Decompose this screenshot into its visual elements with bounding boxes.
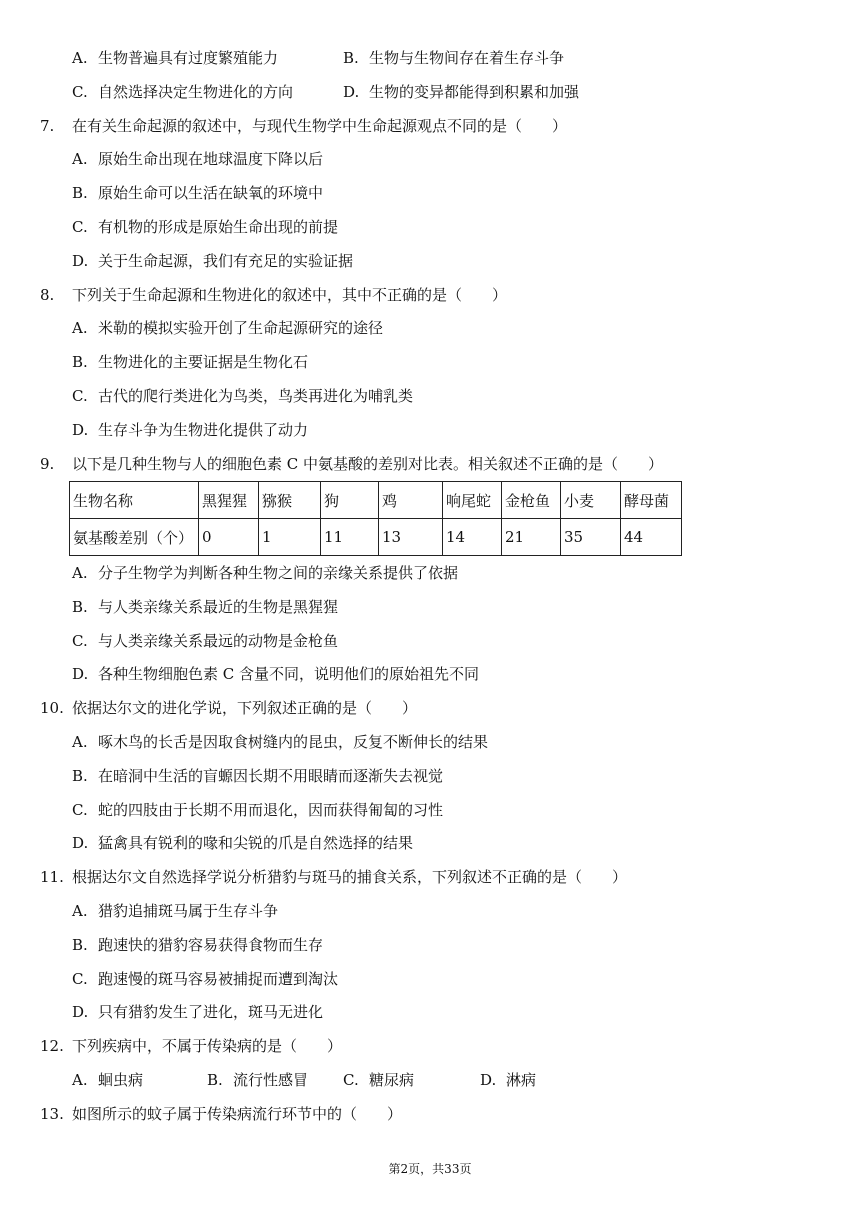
table-cell: 小麦 (561, 482, 621, 519)
table-cell: 44 (621, 519, 682, 556)
table-cell: 鸡 (379, 482, 443, 519)
q6-option-b: B. 生物与生物间存在着生存斗争 (343, 49, 565, 67)
q12-option-b: B. 流行性感冒 (207, 1071, 309, 1089)
page-footer: 第2页，共33页 (388, 1162, 472, 1176)
table-cell: 0 (199, 519, 259, 556)
table-cell: 狗 (321, 482, 379, 519)
q6-option-c: C. 自然选择决定生物进化的方向 (72, 83, 294, 101)
table-cell: 14 (443, 519, 502, 556)
table-row-values (70, 519, 682, 556)
q12-option-a: A. 蛔虫病 (72, 1071, 144, 1089)
table-cell: 氨基酸差别（个） (70, 519, 199, 556)
table-cell: 猕猴 (259, 482, 321, 519)
q12-option-d: D. 淋病 (480, 1071, 537, 1089)
table-cell: 黑猩猩 (199, 482, 259, 519)
q6-option-d: D. 生物的变异都能得到积累和加强 (343, 83, 580, 101)
table-cell: 生物名称 (70, 482, 199, 519)
table-row-header (70, 482, 682, 519)
table-cell: 21 (502, 519, 561, 556)
table-cell: 金枪鱼 (502, 482, 561, 519)
table-cell: 酵母菌 (621, 482, 682, 519)
table-cell: 11 (321, 519, 379, 556)
table-cell: 35 (561, 519, 621, 556)
table-cell: 1 (259, 519, 321, 556)
table-cell: 响尾蛇 (443, 482, 502, 519)
table-cell: 13 (379, 519, 443, 556)
q6-option-a: A. 生物普遍具有过度繁殖能力 (72, 49, 279, 67)
amino-acid-table (69, 481, 682, 556)
q12-option-c: C. 糖尿病 (343, 1071, 415, 1089)
